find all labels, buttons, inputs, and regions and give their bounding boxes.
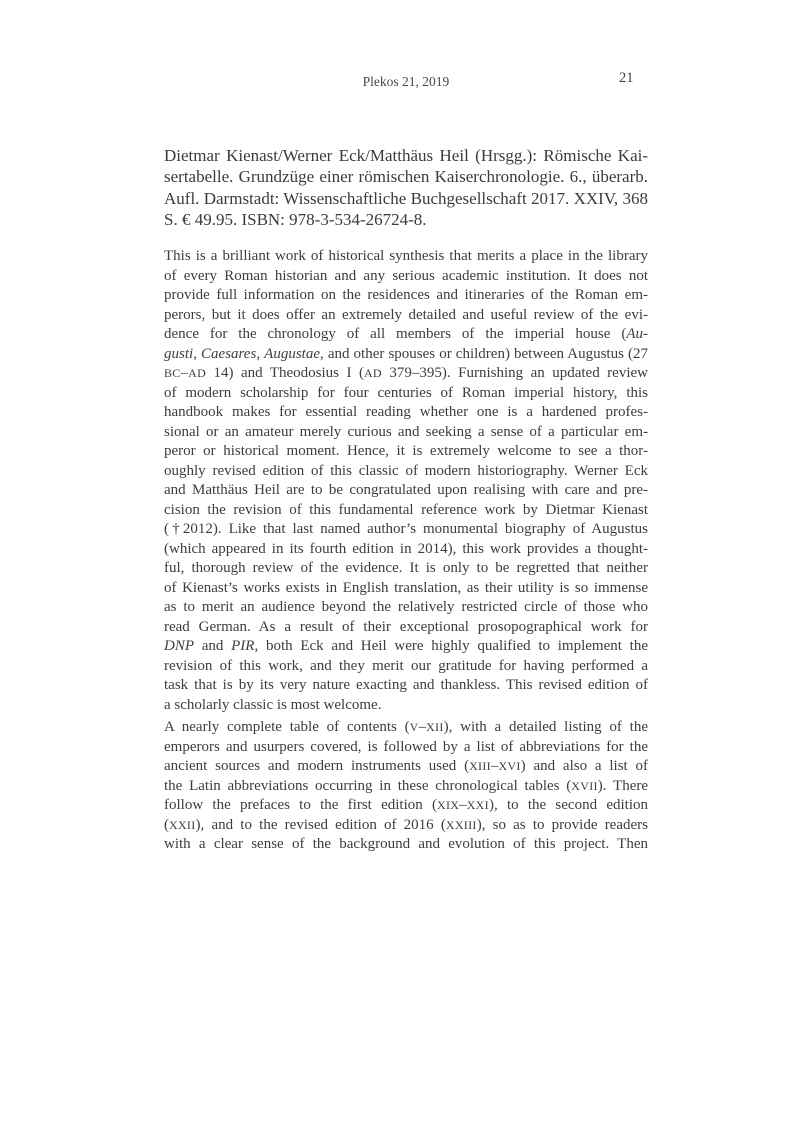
text-line: ful, thorough review of the evidence. It is only to be regretted that neither [164,560,648,576]
text-line: gusti, Caesares, Augustae, and other spouses or children) between Augustus (27 [164,345,649,362]
text-line: of every Roman historian and any serious academic institution. It does not [164,267,648,284]
text-line: the Latin abbreviations occurring in these chronological tables (XVII). There [164,777,649,794]
text-line: revision of this work, and they merit our gratitude for having performed a [164,657,648,674]
text-line: and Matthäus Heil are to be congratulated upon realising with care and pre- [164,482,648,498]
running-header [164,74,648,90]
text-line: of modern scholarship for four centuries of Roman imperial history, this [164,384,648,401]
text-line: Aufl. Darmstadt: Wissenschaftliche Buchgesellschaft 2017. XXIV, 368 [164,188,648,208]
text-line: sional or an amateur merely curious and seeking a sense of a particular em- [164,423,648,440]
review-paragraph-1 [164,247,648,715]
text-line: S. € 49.95. ISBN: 978-3-534-26724-8. [164,209,427,229]
text-line: oughly revised edition of this classic of modern historiography. Werner Eck [164,462,648,479]
journal-title: Plekos 21, 2019 [362,74,450,89]
text-line: BC–AD 14) and Theodosius I (AD 379–395). Furnishing an updated review [164,365,648,381]
text-line: (†2012). Like that last named author’s monumental biography of Augustus [164,521,648,537]
text-line: provide full information on the residences and itineraries of the Roman em- [164,287,648,303]
text-line: DNP and PIR, both Eck and Heil were highly qualified to implement the [164,638,648,654]
text-line: of Kienast’s works exists in English translation, as their utility is so immense [164,579,648,596]
text-line: (which appeared in its fourth edition in 2014), this work provides a thought- [164,540,648,557]
text-line: read German. As a result of their exceptional prosopographical work for [164,618,648,635]
text-line: Dietmar Kienast/Werner Eck/Matthäus Heil (Hrsgg.): Römische Kai- [164,146,648,165]
text-line: emperors and usurpers covered, is followed by a list of abbreviations for the [164,738,648,755]
review-heading [164,145,648,230]
text-line: perors, but it does offer an extremely detailed and useful review of the evi- [164,306,648,323]
text-line: (XXII), and to the revised edition of 2016 (XXIII), so as to provide readers [164,816,648,833]
page-number: 21 [619,70,634,86]
text-line: task that is by its very nature exacting and thankless. This revised edition of [164,677,648,693]
text-line: handbook makes for essential reading whether one is a hardened profes- [164,404,648,420]
text-line: cision the revision of this fundamental reference work by Dietmar Kienast [164,501,648,518]
text-line: a scholarly classic is most welcome. [164,696,382,713]
text-line: dence for the chronology of all members of the imperial house (Au- [164,326,648,342]
review-paragraph-2 [164,718,648,855]
text-line: peror or historical moment. Hence, it is extremely welcome to see a thor- [164,443,648,459]
text-line: follow the prefaces to the first edition (XIX–XXI), to the second edition [164,797,648,813]
text-line: This is a brilliant work of historical synthesis that merits a place in the library [164,248,648,264]
text-line: sertabelle. Grundzüge einer römischen Kaiserchronologie. 6., überarb. [164,167,648,187]
text-line: ancient sources and modern instruments used (XIII–XVI) and also a list of [164,758,648,774]
text-line: A nearly complete table of contents (V–XII), with a detailed listing of the [164,719,648,735]
text-line: as to merit an audience beyond the relatively restricted circle of those who [164,599,648,615]
text-line: with a clear sense of the background and evolution of this project. Then [164,836,648,852]
